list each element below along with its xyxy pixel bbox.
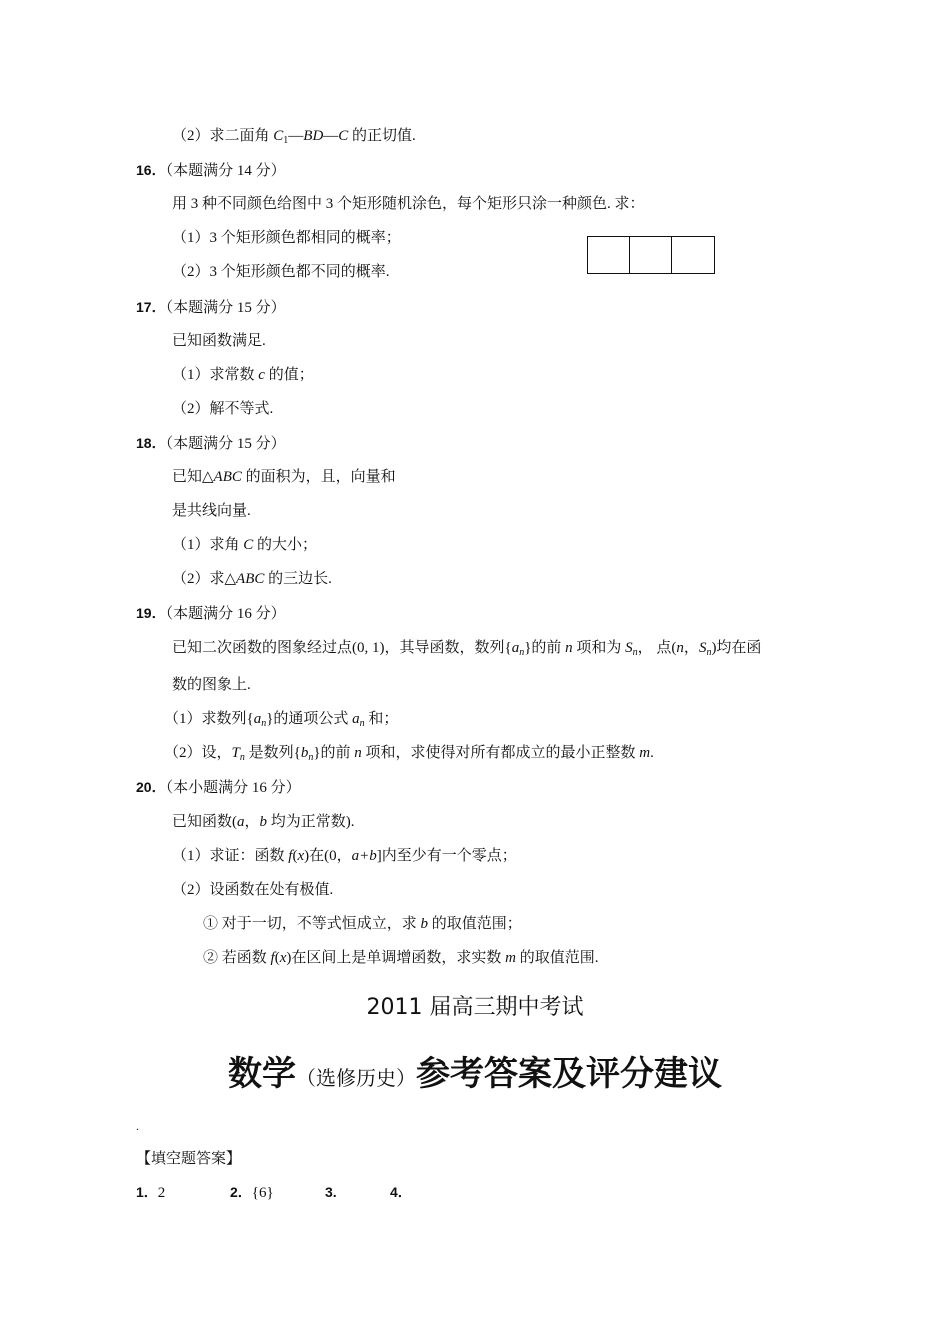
q19-var-b: b xyxy=(300,745,309,761)
q16-heading xyxy=(136,160,286,181)
q20-item2-text: ② 若函数 xyxy=(203,950,271,966)
q19-stem-text: ， 点( xyxy=(637,640,677,656)
q19-part1-text: }的通项公式 xyxy=(266,711,353,727)
q19-subscript: n xyxy=(359,718,365,729)
q19-var-t: T xyxy=(231,745,240,761)
answer-key-title-main: 数学 xyxy=(228,1054,296,1094)
q20-var-b: b xyxy=(259,814,268,830)
q19-subscript: n xyxy=(239,752,245,763)
answer-number: 2． xyxy=(230,1184,252,1200)
q15-part2-text: 的正切值. xyxy=(348,128,416,144)
rectangle xyxy=(630,237,672,273)
question-points: （本题满分 16 分） xyxy=(165,606,286,622)
q20-item2: ② 若函数 f(x)在区间上是单调增函数，求实数 m 的取值范围. xyxy=(203,950,599,966)
answer-number: 1． xyxy=(136,1184,158,1200)
q19-stem-text: ， xyxy=(683,640,699,656)
q20-item1 xyxy=(203,914,522,934)
answer-value: 2 xyxy=(157,1185,166,1201)
q17-heading xyxy=(136,297,286,318)
q17-part2: （2）解不等式. xyxy=(172,401,274,417)
question-points: （本题满分 15 分） xyxy=(165,300,286,316)
q19-var-a: a xyxy=(253,711,262,727)
q15-var-c: C xyxy=(338,128,349,144)
q18-part2 xyxy=(172,569,332,589)
answers-label: 【填空题答案】 xyxy=(136,1151,242,1167)
q19-subscript: n xyxy=(261,718,267,729)
q19-part2-text: 项和，求使得对所有都成立的最小正整数 xyxy=(361,745,640,761)
q20-var-ab: a+b xyxy=(351,848,377,864)
q19-var-s: S xyxy=(698,640,707,656)
q16-part1: （1）3 个矩形颜色都相同的概率； xyxy=(172,230,401,246)
q15-var-c: C xyxy=(273,128,284,144)
q20-var-a: a xyxy=(237,814,245,830)
q17-part1-text: （1）求常数 xyxy=(172,367,259,383)
q19-stem-text: }的前 xyxy=(524,640,566,656)
answer-key-title-main: 参考答案及评分建议 xyxy=(416,1054,722,1094)
answer-value: {6} xyxy=(251,1185,274,1201)
q15-subscript: 1 xyxy=(283,135,289,146)
q18-part2-text: 的三边长. xyxy=(264,571,332,587)
q20-item1-text: 的取值范围； xyxy=(428,916,522,932)
answer-key-title xyxy=(0,1046,950,1095)
q19-part1 xyxy=(164,709,398,734)
q17-part1-text: 的值； xyxy=(264,367,314,383)
q18-part1-text: 的大小； xyxy=(253,537,318,553)
exam-title: 2011 届高三期中考试 xyxy=(366,995,584,1020)
q20-part1-text: （1）求证：函数 xyxy=(172,848,289,864)
q18-stem xyxy=(172,467,396,487)
answer-3 xyxy=(325,1182,337,1203)
rectangle xyxy=(672,237,714,273)
q18-part1 xyxy=(172,535,317,555)
q18-part1-text: （1）求角 xyxy=(172,537,244,553)
q20-var-x: x xyxy=(279,950,287,966)
q20-var-f: f xyxy=(288,848,293,864)
q20-item1-text: ① 对于一切，不等式恒成立，求 xyxy=(203,916,421,932)
q19-subscript: n xyxy=(632,647,638,658)
q19-var-s: S xyxy=(625,640,633,656)
q19-stem-text: 项和为 xyxy=(572,640,626,656)
q17-stem: 已知函数满足. xyxy=(172,333,266,349)
q17-part1 xyxy=(172,365,314,385)
q20-stem-text: 均为正常数). xyxy=(267,814,355,830)
q19-stem-text: 已知二次函数的图象经过点(0, 1)，其导函数，数列{ xyxy=(172,640,512,656)
q19-part2-text: }的前 xyxy=(313,745,355,761)
q19-var-n: n xyxy=(676,640,684,656)
q20-var-b: b xyxy=(420,916,429,932)
q15-var-bd: BD xyxy=(303,128,324,144)
q20-part1-text: ]内至少有一个零点； xyxy=(376,848,517,864)
q20-part1: （1）求证：函数 f(x)在(0，a+b]内至少有一个零点； xyxy=(172,848,517,864)
q20-item2-text: 在区间上是单调增函数，求实数 xyxy=(291,950,506,966)
q20-part2: （2）设函数在处有极值. xyxy=(172,882,334,898)
q18-var-abc: ABC xyxy=(213,469,242,485)
q15-part2-text: （2）求二面角 xyxy=(172,128,274,144)
rectangle xyxy=(588,237,630,273)
q18-stem-text: 的面积为，且，向量和 xyxy=(241,469,396,485)
q19-part1-text: 和； xyxy=(364,711,399,727)
question-points: （本题满分 14 分） xyxy=(165,163,286,179)
q20-heading xyxy=(136,777,301,798)
q18-part2-text: （2）求△ xyxy=(172,571,237,587)
question-number: 18． xyxy=(136,435,166,451)
q20-var-f: f xyxy=(270,950,275,966)
q19-var-m: m xyxy=(639,745,651,761)
q17-var-c: c xyxy=(258,367,265,383)
q19-heading xyxy=(136,603,286,624)
q19-var-n: n xyxy=(565,640,573,656)
q19-part2-text: . xyxy=(650,745,654,761)
q16-part2: （2）3 个矩形颜色都不同的概率. xyxy=(172,264,390,280)
q15-part2 xyxy=(172,126,416,151)
q15-dash: — xyxy=(288,128,304,144)
q19-part2-text: 是数列{ xyxy=(244,745,301,761)
q18-stem-continued: 是共线向量. xyxy=(172,503,251,519)
q19-stem-text: )均在函 xyxy=(711,640,762,656)
q19-subscript: n xyxy=(519,647,525,658)
question-points: （本小题满分 16 分） xyxy=(165,780,301,796)
question-number: 16． xyxy=(136,162,166,178)
three-rectangles-figure xyxy=(587,236,715,274)
q15-dash: — xyxy=(323,128,339,144)
stray-dot: . xyxy=(136,1119,139,1133)
q20-stem-text: ， xyxy=(244,814,260,830)
q18-heading xyxy=(136,433,286,454)
answer-2 xyxy=(230,1182,274,1203)
q18-var-abc: ABC xyxy=(236,571,265,587)
q19-part2-text: （2）设， xyxy=(164,745,232,761)
answer-number: 3. xyxy=(325,1184,337,1200)
q18-var-c: C xyxy=(243,537,254,553)
q20-var-x: x xyxy=(297,848,305,864)
q19-var-n: n xyxy=(354,745,362,761)
q16-stem: 用 3 种不同颜色给图中 3 个矩形随机涂色，每个矩形只涂一种颜色. 求： xyxy=(172,196,645,212)
q19-var-a: a xyxy=(511,640,520,656)
q19-part1-text: （1）求数列{ xyxy=(164,711,254,727)
question-number: 17． xyxy=(136,299,166,315)
q19-subscript: n xyxy=(308,752,314,763)
answer-key-title-sub: （选修历史） xyxy=(296,1066,416,1090)
question-points: （本题满分 15 分） xyxy=(165,436,286,452)
q20-part1-text: 在(0， xyxy=(309,848,352,864)
q18-stem-text: 已知△ xyxy=(172,469,214,485)
q20-stem-text: 已知函数( xyxy=(172,814,237,830)
q19-subscript: n xyxy=(706,647,712,658)
question-number: 19． xyxy=(136,605,166,621)
answer-4 xyxy=(390,1182,412,1203)
question-number: 20． xyxy=(136,779,166,795)
q19-var-a: a xyxy=(352,711,360,727)
q19-stem-continued: 数的图象上. xyxy=(172,677,251,693)
q19-stem xyxy=(172,638,761,663)
q20-item2-text: 的取值范围. xyxy=(515,950,599,966)
q20-var-m: m xyxy=(505,950,516,966)
answer-number: 4． xyxy=(390,1184,412,1200)
q20-stem xyxy=(172,812,355,832)
q19-part2 xyxy=(164,743,654,768)
answer-1 xyxy=(136,1182,165,1203)
